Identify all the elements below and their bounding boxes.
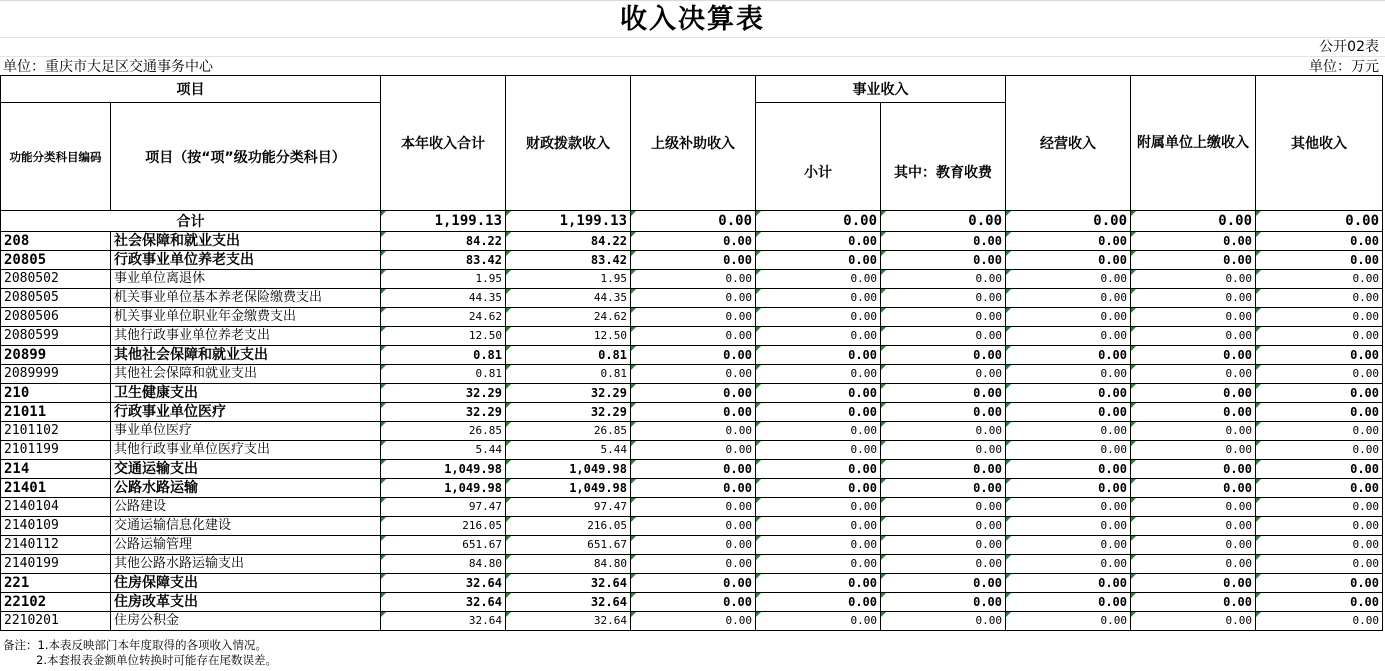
row-value: 0.00 bbox=[631, 327, 756, 346]
row-value: 0.00 bbox=[1006, 536, 1131, 555]
row-name: 卫生健康支出 bbox=[111, 384, 381, 403]
table-row bbox=[1, 460, 1383, 479]
row-value: 0.00 bbox=[631, 232, 756, 251]
table-row bbox=[1, 422, 1383, 441]
row-value: 84.22 bbox=[381, 232, 506, 251]
row-value: 32.29 bbox=[381, 403, 506, 422]
row-code: 2101102 bbox=[1, 422, 111, 441]
row-name: 机关事业单位基本养老保险缴费支出 bbox=[111, 289, 381, 308]
row-value: 83.42 bbox=[381, 251, 506, 270]
total-cell: 0.00 bbox=[756, 211, 881, 232]
row-value: 32.64 bbox=[381, 612, 506, 631]
row-value: 0.00 bbox=[756, 403, 881, 422]
row-value: 0.00 bbox=[1006, 270, 1131, 289]
header-project: 项目 bbox=[1, 76, 381, 103]
row-value: 0.00 bbox=[881, 289, 1006, 308]
row-code: 2101199 bbox=[1, 441, 111, 460]
row-value: 32.64 bbox=[381, 574, 506, 593]
row-value: 0.00 bbox=[756, 517, 881, 536]
row-value: 0.00 bbox=[881, 536, 1006, 555]
row-value: 0.00 bbox=[1006, 479, 1131, 498]
row-value: 0.00 bbox=[1131, 422, 1256, 441]
total-cell: 1,199.13 bbox=[506, 211, 631, 232]
row-code: 2140104 bbox=[1, 498, 111, 517]
table-row bbox=[1, 479, 1383, 498]
table-row bbox=[1, 403, 1383, 422]
row-value: 0.00 bbox=[1256, 308, 1383, 327]
row-value: 44.35 bbox=[381, 289, 506, 308]
row-value: 97.47 bbox=[381, 498, 506, 517]
row-value: 0.00 bbox=[631, 441, 756, 460]
row-name: 其他社会保障和就业支出 bbox=[111, 365, 381, 384]
row-value: 0.00 bbox=[881, 460, 1006, 479]
table-row bbox=[1, 555, 1383, 574]
row-code: 2080505 bbox=[1, 289, 111, 308]
row-value: 0.00 bbox=[1006, 327, 1131, 346]
row-value: 216.05 bbox=[506, 517, 631, 536]
table-row bbox=[1, 384, 1383, 403]
row-value: 0.00 bbox=[1256, 346, 1383, 365]
row-value: 0.00 bbox=[881, 517, 1006, 536]
row-code: 214 bbox=[1, 460, 111, 479]
page-title: 收入决算表 bbox=[620, 4, 765, 35]
row-value: 1,049.98 bbox=[506, 460, 631, 479]
row-value: 32.29 bbox=[381, 384, 506, 403]
row-value: 0.00 bbox=[1131, 574, 1256, 593]
row-value: 0.00 bbox=[756, 612, 881, 631]
row-name: 机关事业单位职业年金缴费支出 bbox=[111, 308, 381, 327]
row-value: 0.00 bbox=[631, 612, 756, 631]
row-value: 0.00 bbox=[1006, 308, 1131, 327]
row-value: 0.00 bbox=[1256, 289, 1383, 308]
row-value: 44.35 bbox=[506, 289, 631, 308]
row-value: 0.00 bbox=[1006, 574, 1131, 593]
row-value: 0.00 bbox=[1131, 270, 1256, 289]
total-cell: 0.00 bbox=[1006, 211, 1131, 232]
row-value: 0.00 bbox=[1006, 346, 1131, 365]
row-value: 0.00 bbox=[1006, 384, 1131, 403]
row-value: 1.95 bbox=[506, 270, 631, 289]
row-code: 208 bbox=[1, 232, 111, 251]
table-row bbox=[1, 536, 1383, 555]
row-value: 0.00 bbox=[1256, 517, 1383, 536]
row-value: 0.00 bbox=[881, 441, 1006, 460]
total-row bbox=[1, 211, 1383, 232]
row-value: 0.00 bbox=[631, 422, 756, 441]
row-value: 0.00 bbox=[881, 346, 1006, 365]
row-name: 其他行政事业单位养老支出 bbox=[111, 327, 381, 346]
total-label: 合计 bbox=[1, 211, 381, 232]
row-value: 0.00 bbox=[631, 536, 756, 555]
row-value: 32.64 bbox=[506, 574, 631, 593]
row-code: 22102 bbox=[1, 593, 111, 612]
row-value: 0.00 bbox=[1256, 232, 1383, 251]
table-row bbox=[1, 232, 1383, 251]
row-value: 0.00 bbox=[1131, 612, 1256, 631]
row-value: 0.00 bbox=[631, 593, 756, 612]
row-value: 0.00 bbox=[881, 384, 1006, 403]
row-code: 20805 bbox=[1, 251, 111, 270]
row-value: 0.00 bbox=[756, 327, 881, 346]
row-value: 24.62 bbox=[381, 308, 506, 327]
row-value: 0.00 bbox=[756, 308, 881, 327]
row-value: 0.00 bbox=[631, 403, 756, 422]
row-value: 0.00 bbox=[756, 498, 881, 517]
row-code: 2140109 bbox=[1, 517, 111, 536]
row-value: 0.00 bbox=[881, 555, 1006, 574]
total-cell: 0.00 bbox=[881, 211, 1006, 232]
header-code: 功能分类科目编码 bbox=[1, 103, 111, 211]
table-row bbox=[1, 308, 1383, 327]
row-value: 0.00 bbox=[1131, 384, 1256, 403]
total-cell: 0.00 bbox=[1256, 211, 1383, 232]
row-value: 0.00 bbox=[881, 327, 1006, 346]
row-value: 0.00 bbox=[1131, 308, 1256, 327]
row-value: 0.00 bbox=[1006, 555, 1131, 574]
row-value: 32.29 bbox=[506, 384, 631, 403]
row-value: 216.05 bbox=[381, 517, 506, 536]
row-value: 0.00 bbox=[1131, 441, 1256, 460]
row-value: 84.80 bbox=[506, 555, 631, 574]
row-name: 住房改革支出 bbox=[111, 593, 381, 612]
row-value: 0.00 bbox=[631, 365, 756, 384]
row-value: 0.00 bbox=[881, 270, 1006, 289]
row-code: 210 bbox=[1, 384, 111, 403]
row-value: 0.00 bbox=[1256, 384, 1383, 403]
row-code: 2080599 bbox=[1, 327, 111, 346]
row-name: 交通运输信息化建设 bbox=[111, 517, 381, 536]
row-value: 0.00 bbox=[1256, 251, 1383, 270]
row-name: 其他公路水路运输支出 bbox=[111, 555, 381, 574]
amount-unit: 单位：万元 bbox=[1309, 59, 1379, 75]
row-value: 0.00 bbox=[1006, 460, 1131, 479]
row-value: 5.44 bbox=[381, 441, 506, 460]
header-business-income: 事业收入 bbox=[756, 76, 1006, 103]
row-value: 0.00 bbox=[756, 384, 881, 403]
row-value: 1.95 bbox=[381, 270, 506, 289]
row-value: 0.00 bbox=[1006, 289, 1131, 308]
row-value: 0.00 bbox=[881, 232, 1006, 251]
row-value: 0.00 bbox=[1006, 517, 1131, 536]
table-row bbox=[1, 498, 1383, 517]
row-value: 84.80 bbox=[381, 555, 506, 574]
row-value: 0.00 bbox=[756, 422, 881, 441]
row-value: 0.00 bbox=[1256, 498, 1383, 517]
row-value: 0.00 bbox=[1131, 460, 1256, 479]
row-value: 26.85 bbox=[381, 422, 506, 441]
row-value: 0.00 bbox=[881, 251, 1006, 270]
row-value: 0.00 bbox=[631, 517, 756, 536]
row-value: 0.00 bbox=[631, 270, 756, 289]
row-value: 0.00 bbox=[756, 460, 881, 479]
row-value: 0.00 bbox=[1256, 422, 1383, 441]
row-value: 0.00 bbox=[1006, 593, 1131, 612]
total-cell: 1,199.13 bbox=[381, 211, 506, 232]
row-value: 1,049.98 bbox=[381, 460, 506, 479]
row-value: 0.00 bbox=[1006, 441, 1131, 460]
row-value: 0.00 bbox=[881, 308, 1006, 327]
row-code: 2080502 bbox=[1, 270, 111, 289]
row-value: 26.85 bbox=[506, 422, 631, 441]
row-value: 0.00 bbox=[631, 460, 756, 479]
row-name: 其他行政事业单位医疗支出 bbox=[111, 441, 381, 460]
row-name: 住房保障支出 bbox=[111, 574, 381, 593]
row-code: 21011 bbox=[1, 403, 111, 422]
row-value: 0.00 bbox=[631, 251, 756, 270]
row-value: 0.00 bbox=[756, 346, 881, 365]
row-value: 0.00 bbox=[1131, 403, 1256, 422]
row-value: 0.00 bbox=[1256, 270, 1383, 289]
row-value: 0.00 bbox=[756, 365, 881, 384]
row-value: 1,049.98 bbox=[381, 479, 506, 498]
row-value: 0.00 bbox=[881, 612, 1006, 631]
row-value: 0.00 bbox=[881, 498, 1006, 517]
row-value: 0.00 bbox=[631, 308, 756, 327]
row-value: 0.00 bbox=[1006, 232, 1131, 251]
row-value: 0.00 bbox=[881, 574, 1006, 593]
row-name: 事业单位医疗 bbox=[111, 422, 381, 441]
header-project-name: 项目（按“项”级功能分类科目） bbox=[111, 103, 381, 211]
row-value: 0.81 bbox=[506, 365, 631, 384]
row-value: 0.00 bbox=[1131, 289, 1256, 308]
row-value: 32.64 bbox=[506, 612, 631, 631]
row-value: 0.00 bbox=[1131, 479, 1256, 498]
row-value: 651.67 bbox=[381, 536, 506, 555]
row-value: 0.00 bbox=[1131, 498, 1256, 517]
income-table bbox=[0, 75, 1383, 631]
row-value: 0.00 bbox=[881, 403, 1006, 422]
row-name: 行政事业单位养老支出 bbox=[111, 251, 381, 270]
row-value: 32.64 bbox=[506, 593, 631, 612]
row-code: 2210201 bbox=[1, 612, 111, 631]
row-value: 0.00 bbox=[1006, 612, 1131, 631]
row-value: 24.62 bbox=[506, 308, 631, 327]
row-value: 0.00 bbox=[1006, 422, 1131, 441]
row-value: 0.00 bbox=[1006, 403, 1131, 422]
row-value: 0.00 bbox=[631, 384, 756, 403]
row-value: 0.00 bbox=[1131, 251, 1256, 270]
row-value: 0.00 bbox=[1256, 327, 1383, 346]
row-value: 1,049.98 bbox=[506, 479, 631, 498]
row-value: 12.50 bbox=[506, 327, 631, 346]
table-row bbox=[1, 517, 1383, 536]
row-value: 0.00 bbox=[1131, 327, 1256, 346]
row-name: 事业单位离退休 bbox=[111, 270, 381, 289]
row-value: 0.00 bbox=[756, 536, 881, 555]
reporting-unit: 单位：重庆市大足区交通事务中心 bbox=[3, 59, 213, 75]
row-value: 0.00 bbox=[1256, 612, 1383, 631]
row-value: 12.50 bbox=[381, 327, 506, 346]
row-value: 0.00 bbox=[756, 555, 881, 574]
row-name: 社会保障和就业支出 bbox=[111, 232, 381, 251]
row-value: 0.00 bbox=[1256, 536, 1383, 555]
row-value: 0.00 bbox=[631, 289, 756, 308]
row-name: 公路建设 bbox=[111, 498, 381, 517]
table-row bbox=[1, 327, 1383, 346]
row-value: 84.22 bbox=[506, 232, 631, 251]
form-number: 公开02表 bbox=[1319, 39, 1379, 55]
row-code: 2080506 bbox=[1, 308, 111, 327]
table-row bbox=[1, 612, 1383, 631]
row-value: 0.00 bbox=[1131, 232, 1256, 251]
row-value: 0.81 bbox=[506, 346, 631, 365]
row-value: 0.00 bbox=[1256, 441, 1383, 460]
table-row bbox=[1, 346, 1383, 365]
row-value: 0.00 bbox=[1256, 403, 1383, 422]
row-name: 行政事业单位医疗 bbox=[111, 403, 381, 422]
row-value: 0.00 bbox=[1006, 251, 1131, 270]
row-value: 0.00 bbox=[881, 593, 1006, 612]
row-value: 0.00 bbox=[756, 232, 881, 251]
row-value: 0.00 bbox=[1131, 536, 1256, 555]
header-education-fee: 其中：教育收费 bbox=[881, 103, 1006, 211]
row-value: 0.00 bbox=[1131, 593, 1256, 612]
row-value: 0.81 bbox=[381, 365, 506, 384]
row-value: 0.00 bbox=[756, 270, 881, 289]
row-value: 0.00 bbox=[631, 555, 756, 574]
table-row bbox=[1, 270, 1383, 289]
row-value: 0.00 bbox=[1256, 593, 1383, 612]
row-name: 其他社会保障和就业支出 bbox=[111, 346, 381, 365]
notes bbox=[3, 638, 277, 668]
row-value: 0.00 bbox=[756, 251, 881, 270]
row-value: 0.00 bbox=[631, 574, 756, 593]
header-total-income: 本年收入合计 bbox=[381, 76, 506, 211]
table-row bbox=[1, 574, 1383, 593]
row-value: 0.00 bbox=[756, 574, 881, 593]
header-fiscal-income: 财政拨款收入 bbox=[506, 76, 631, 211]
row-value: 0.00 bbox=[1256, 365, 1383, 384]
row-name: 公路运输管理 bbox=[111, 536, 381, 555]
row-value: 5.44 bbox=[506, 441, 631, 460]
row-value: 0.00 bbox=[631, 479, 756, 498]
row-value: 0.00 bbox=[1006, 365, 1131, 384]
row-code: 2140199 bbox=[1, 555, 111, 574]
row-code: 21401 bbox=[1, 479, 111, 498]
header-superior-subsidy: 上级补助收入 bbox=[631, 76, 756, 211]
row-value: 0.00 bbox=[1256, 555, 1383, 574]
row-value: 0.00 bbox=[1131, 346, 1256, 365]
row-value: 97.47 bbox=[506, 498, 631, 517]
row-value: 0.00 bbox=[1131, 555, 1256, 574]
note-line: 2.本套报表金额单位转换时可能存在尾数误差。 bbox=[36, 653, 277, 667]
row-value: 0.00 bbox=[1256, 574, 1383, 593]
row-code: 20899 bbox=[1, 346, 111, 365]
row-value: 0.00 bbox=[1256, 479, 1383, 498]
table-row bbox=[1, 593, 1383, 612]
row-value: 0.81 bbox=[381, 346, 506, 365]
total-cell: 0.00 bbox=[631, 211, 756, 232]
row-value: 0.00 bbox=[1006, 498, 1131, 517]
row-code: 2140112 bbox=[1, 536, 111, 555]
row-value: 651.67 bbox=[506, 536, 631, 555]
table-row bbox=[1, 365, 1383, 384]
row-value: 0.00 bbox=[1131, 517, 1256, 536]
row-code: 221 bbox=[1, 574, 111, 593]
header-operating-income: 经营收入 bbox=[1006, 76, 1131, 211]
row-value: 0.00 bbox=[881, 422, 1006, 441]
row-name: 交通运输支出 bbox=[111, 460, 381, 479]
row-value: 32.29 bbox=[506, 403, 631, 422]
row-value: 0.00 bbox=[881, 479, 1006, 498]
row-name: 公路水路运输 bbox=[111, 479, 381, 498]
row-name: 住房公积金 bbox=[111, 612, 381, 631]
row-value: 83.42 bbox=[506, 251, 631, 270]
row-value: 0.00 bbox=[756, 289, 881, 308]
row-value: 0.00 bbox=[756, 593, 881, 612]
row-code: 2089999 bbox=[1, 365, 111, 384]
total-cell: 0.00 bbox=[1131, 211, 1256, 232]
row-value: 0.00 bbox=[1131, 365, 1256, 384]
table-row bbox=[1, 289, 1383, 308]
table-row bbox=[1, 251, 1383, 270]
row-value: 32.64 bbox=[381, 593, 506, 612]
row-value: 0.00 bbox=[631, 346, 756, 365]
row-value: 0.00 bbox=[756, 479, 881, 498]
row-value: 0.00 bbox=[756, 441, 881, 460]
header-affiliated-income: 附属单位上缴收入 bbox=[1131, 76, 1256, 211]
row-value: 0.00 bbox=[631, 498, 756, 517]
header-subtotal: 小计 bbox=[756, 103, 881, 211]
note-line: 备注：1.本表反映部门本年度取得的各项收入情况。 bbox=[3, 638, 267, 652]
row-value: 0.00 bbox=[881, 365, 1006, 384]
header-other-income: 其他收入 bbox=[1256, 76, 1383, 211]
table-row bbox=[1, 441, 1383, 460]
row-value: 0.00 bbox=[1256, 460, 1383, 479]
